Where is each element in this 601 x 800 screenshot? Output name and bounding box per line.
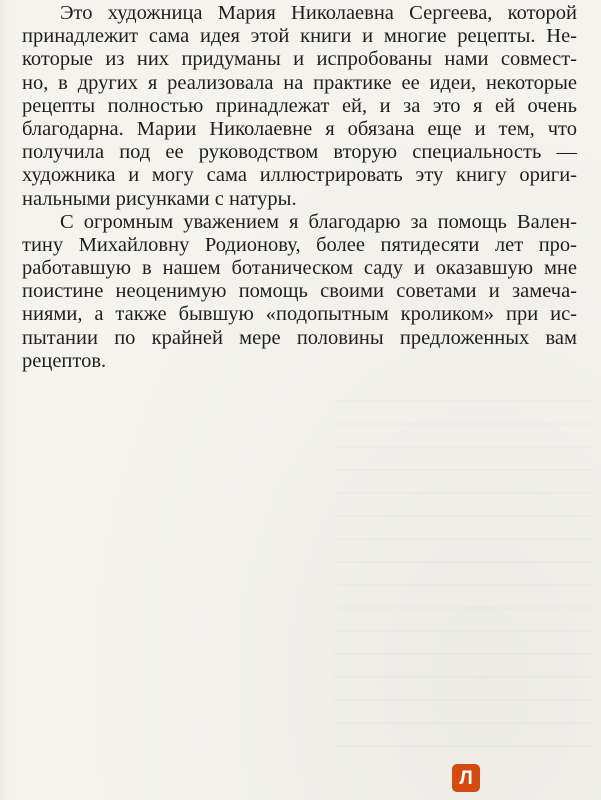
text-line: работавшую в нашем ботаническом саду и оказавшую мне — [22, 257, 577, 280]
text-line: нальными рисунками с натуры. — [22, 187, 297, 210]
paragraph-1 — [22, 2, 577, 211]
logo-letter: Л — [459, 767, 473, 789]
text-line: поистине неоценимую помощь своими советами и замеча- — [22, 280, 577, 303]
text-line: ниями, а также бывшую «подопытным кроликом» при ис- — [22, 303, 577, 326]
bleed-through-shadow — [333, 400, 593, 760]
body-text — [22, 2, 577, 373]
text-line: принадлежит сама идея этой книги и многие рецепты. Не- — [22, 25, 577, 48]
text-line: С огромным уважением я благодарю за помощь Вален- — [60, 210, 577, 233]
text-line: тину Михайловну Родионову, более пятидесяти лет про- — [22, 233, 577, 256]
labirint-logo-icon — [452, 764, 480, 792]
text-line: рецепты полностью принадлежат ей, и за это я ей очень — [22, 94, 577, 117]
text-line: художника и могу сама иллюстрировать эту книгу ориги- — [22, 164, 577, 187]
text-line: которые из них придуманы и испробованы нами совмест- — [22, 48, 577, 71]
text-line: пытании по крайней мере половины предложенных вам — [22, 326, 577, 349]
text-line: получила под ее руководством вторую специальность — — [22, 141, 577, 164]
text-line: благодарна. Марии Николаевне я обязана еще и тем, что — [22, 117, 577, 140]
paragraph-2 — [22, 211, 577, 373]
text-line: Это художница Мария Николаевна Сергеева, которой — [60, 2, 577, 24]
text-line: рецептов. — [22, 349, 107, 372]
text-line: но, в других я реализовала на практике ее идеи, некоторые — [22, 71, 577, 94]
